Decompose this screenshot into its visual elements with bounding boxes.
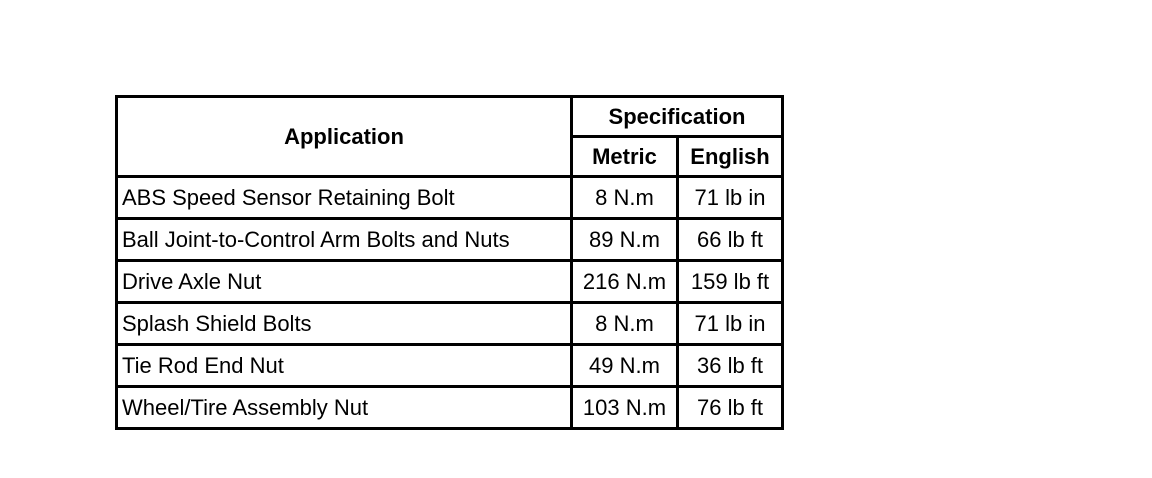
application-cell: Wheel/Tire Assembly Nut <box>117 387 572 429</box>
english-cell: 159 lb ft <box>678 261 783 303</box>
metric-cell: 103 N.m <box>572 387 678 429</box>
table-row <box>117 345 783 387</box>
table-row <box>117 303 783 345</box>
header-specification: Specification <box>572 97 783 137</box>
header-english: English <box>678 137 783 177</box>
metric-cell: 89 N.m <box>572 219 678 261</box>
header-row <box>117 97 783 137</box>
application-cell: Splash Shield Bolts <box>117 303 572 345</box>
english-cell: 66 lb ft <box>678 219 783 261</box>
english-cell: 71 lb in <box>678 303 783 345</box>
table-row <box>117 261 783 303</box>
metric-cell: 216 N.m <box>572 261 678 303</box>
english-cell: 71 lb in <box>678 177 783 219</box>
english-cell: 36 lb ft <box>678 345 783 387</box>
table-row <box>117 387 783 429</box>
header-application: Application <box>117 97 572 177</box>
torque-spec-table <box>115 95 784 430</box>
metric-cell: 8 N.m <box>572 303 678 345</box>
table-row <box>117 219 783 261</box>
application-cell: Drive Axle Nut <box>117 261 572 303</box>
english-cell: 76 lb ft <box>678 387 783 429</box>
application-cell: ABS Speed Sensor Retaining Bolt <box>117 177 572 219</box>
header-metric: Metric <box>572 137 678 177</box>
application-cell: Tie Rod End Nut <box>117 345 572 387</box>
metric-cell: 49 N.m <box>572 345 678 387</box>
application-cell: Ball Joint-to-Control Arm Bolts and Nuts <box>117 219 572 261</box>
table-row <box>117 177 783 219</box>
metric-cell: 8 N.m <box>572 177 678 219</box>
